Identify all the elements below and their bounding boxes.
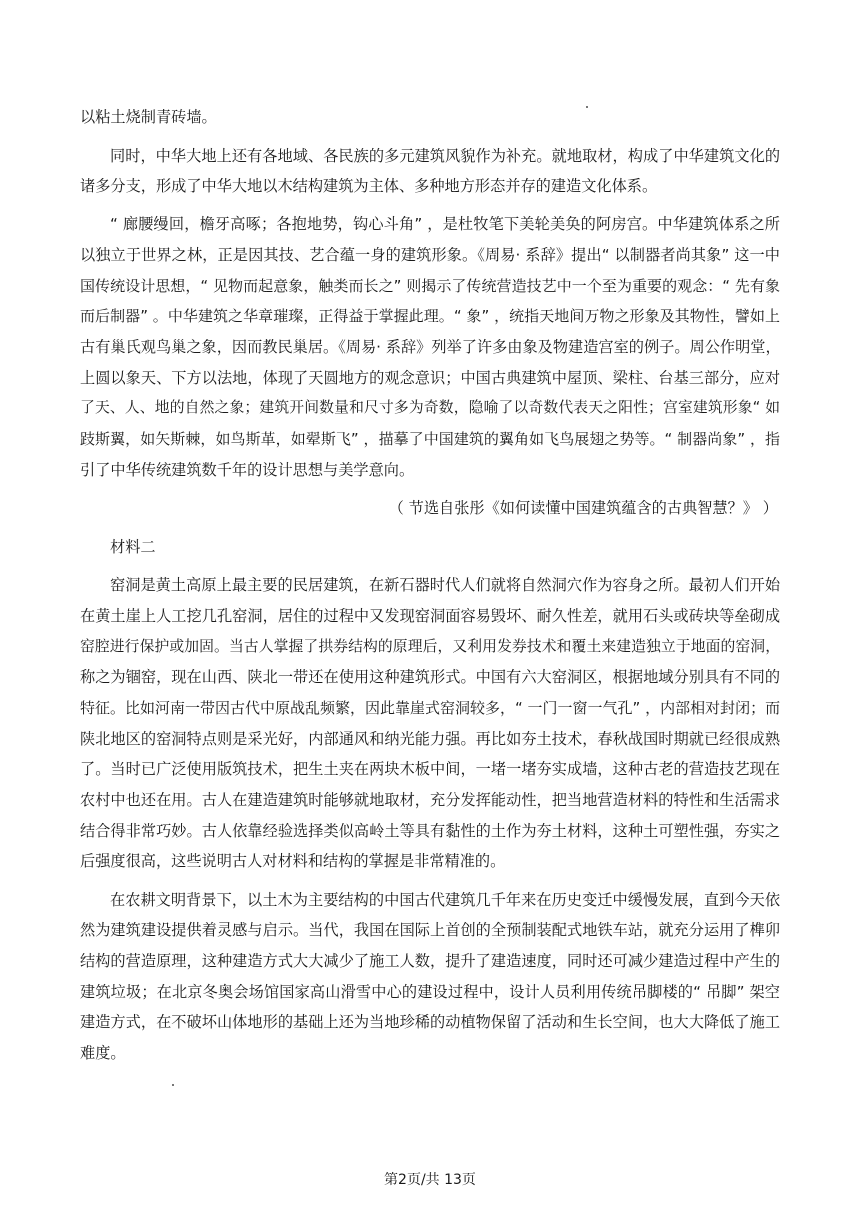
text-line: 建造方式，在不破坏山体地形的基础上还为当地珍稀的动植物保留了活动和生长空间，也大大降低了施工 <box>80 1013 780 1031</box>
text-line: 了天、人、地的自然之象；建筑开间数量和尺寸多为奇数，隐喻了以奇数代表天之阳性；宫室建筑形象“ 如 <box>80 399 780 416</box>
text-line: 建筑垃圾；在北京冬奥会场馆国家高山滑雪中心的建设过程中，设计人员利用传统吊脚楼的“ 吊脚” 架空 <box>80 983 780 1001</box>
text-line: 窑腔进行保护或加固。当古人掌握了拱券结构的原理后，又利用发券技术和覆土来建造独立于地面的窑洞， <box>80 638 780 655</box>
text-line: 以独立于世界之林，正是因其技、艺合蕴一身的建筑形象。《周易· 系辞》提出“ 以制器者尚其象” 这一中 <box>80 246 780 264</box>
text-line: 结合得非常巧妙。古人依靠经验选择类似高岭土等具有黏性的土作为夯土材料，这种土可塑性强，夯实之 <box>80 822 780 840</box>
text-line: 同时，中华大地上还有各地域、各民族的多元建筑风貌作为补充。就地取材，构成了中华建筑文化的 <box>110 147 780 165</box>
text-line: 古有巢氏观鸟巢之象，因而教民巢居。《周易· 系辞》列举了许多由象及物建造宫室的例子。周公作明堂， <box>80 338 781 356</box>
text-line: 引了中华传统建筑数千年的设计思想与美学意向。 <box>80 461 415 479</box>
text-line: 跂斯翼，如矢斯棘，如鸟斯革，如翚斯飞” ，描摹了中国建筑的翼角如飞鸟展翅之势等。“ 制器尚象” ，指 <box>80 430 780 448</box>
text-line: 然为建筑建设提供着灵感与启示。当代，我国在国际上首创的全预制装配式地铁车站，就充分运用了榫卯 <box>80 921 780 939</box>
text-line: 称之为锢窑，现在山西、陕北一带还在使用这种建筑形式。中国有六大窑洞区，根据地域分别具有不同的 <box>80 668 780 686</box>
text-line: 农村中也还在用。古人在建造建筑时能够就地取材，充分发挥能动性，把当地营造材料的特性和生活需求 <box>80 791 780 809</box>
text-line: 国传统设计思想，“ 见物而起意象，触类而长之” 则揭示了传统营造技艺中一个至为重要的观念：“ 先有象 <box>80 277 780 295</box>
scan-speck <box>586 106 588 108</box>
text-line: 了。当时已广泛使用版筑技术，把生土夹在两块木板中间，一堵一堵夯实成墙，这种古老的营造技艺现在 <box>80 760 780 778</box>
text-line: 窑洞是黄土高原上最主要的民居建筑，在新石器时代人们就将自然洞穴作为容身之所。最初人们开始 <box>110 576 780 594</box>
text-line: 以粘土烧制青砖墙。 <box>80 108 217 126</box>
text-line: 后强度很高，这些说明古人对材料和结构的掌握是非常精准的。 <box>80 852 506 870</box>
text-line: “ 廊腰缦回，檐牙高啄；各抱地势，钩心斗角” ，是杜牧笔下美轮美奂的阿房宫。中华建筑体系之所 <box>110 215 780 233</box>
scan-speck <box>172 1084 174 1086</box>
section-heading: 材料二 <box>110 538 156 556</box>
text-line: 特征。比如河南一带因古代中原战乱频繁，因此靠崖式窑洞较多，“ 一门一窗一气孔” ，内部相对封闭；而 <box>80 699 781 717</box>
page-footer: 第2页/共 13页 <box>384 1172 476 1188</box>
text-line: 在黄土崖上人工挖几孔窑洞，居住的过程中又发现窑洞面容易毁坏、耐久性差，就用石头或砖块等垒砌成 <box>80 607 780 625</box>
text-line: 而后制器” 。中华建筑之华章璀璨，正得益于掌握此理。“ 象” ，统指天地间万物之形象及其物性，譬如上 <box>80 307 780 325</box>
text-line: 难度。 <box>80 1044 126 1062</box>
text-line: 陕北地区的窑洞特点则是采光好，内部通风和纳光能力强。再比如夯土技术，春秋战国时期就已经很成熟 <box>80 730 780 748</box>
text-line: 诸多分支，形成了中华大地以木结构建筑为主体、多种地方形态并存的建造文化体系。 <box>80 177 658 195</box>
source-citation: （ 节选自张彤《如何读懂中国建筑蕴含的古典智慧？》 ） <box>388 499 778 517</box>
text-line: 结构的营造原理，这种建造方式大大减少了施工人数，提升了建造速度，同时还可减少建造过程中产生的 <box>80 952 780 970</box>
text-line: 上圆以象天、下方以法地，体现了天圆地方的观念意识；中国古典建筑中屋顶、梁柱、台基三部分，应对 <box>80 369 780 387</box>
text-line: 在农耕文明背景下，以土木为主要结构的中国古代建筑几千年来在历史变迁中缓慢发展，直到今天依 <box>110 891 780 909</box>
